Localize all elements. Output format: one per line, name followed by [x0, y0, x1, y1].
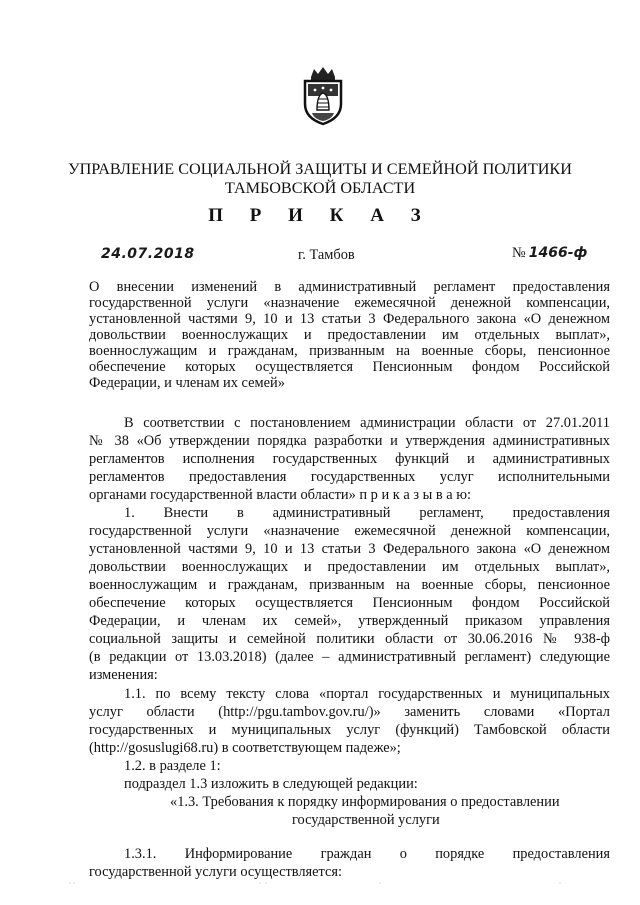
body-line: (в редакции от 13.03.2018) (далее – административный регламент) следующие	[89, 649, 610, 665]
body-line: социальной защиты и семейной политики области от 30.06.2016 № 938-ф	[89, 631, 610, 647]
body-line: государственной услуги	[292, 812, 440, 828]
body-line: «1.3. Требования к порядку информирования о предоставлении	[170, 794, 560, 810]
number-sign: №	[512, 245, 526, 261]
body-line: услуг области (http://pgu.tambov.gov.ru/)» заменить словами «Портал	[89, 704, 610, 720]
body-line: Федерации, и членам их семей», утвержденный приказом управления	[89, 613, 610, 629]
document-title: П Р И К А З	[208, 205, 432, 226]
body-line: государственной услуги осуществляется:	[89, 864, 343, 880]
body-line: В соответствии с постановлением администрации области от 27.01.2011	[124, 415, 610, 431]
body-line: 1.3.1. Информирование граждан о порядке предоставления	[124, 846, 610, 862]
body-line: государственных и муниципальных услуг (функций) Тамбовской области	[89, 722, 610, 738]
body-line: органами государственной власти области» п р и к а з ы в а ю:	[89, 487, 472, 503]
body-line: регламентов исполнения государственных функций и административных	[89, 451, 610, 467]
subject-line: О внесении изменений в административный регламент предоставления	[89, 279, 610, 295]
subject-line: государственной услуги «назначение ежемесячной денежной компенсации,	[89, 295, 610, 311]
scan-artifact-marks	[60, 880, 580, 886]
handwritten-date: 24.07.2018	[101, 246, 195, 262]
body-line: 1.2. в разделе 1:	[124, 758, 221, 774]
coat-of-arms-emblem	[299, 66, 347, 126]
body-line: 1.1. по всему тексту слова «портал государственных и муниципальных	[124, 686, 610, 702]
organization-name-line2: ТАМБОВСКОЙ ОБЛАСТИ	[224, 179, 416, 197]
subject-line: обеспечение которых осуществляется Пенсионным фондом Российской	[89, 359, 610, 375]
body-line: регламентов предоставления государственных услуг исполнительными	[89, 469, 610, 485]
subject-line: военнослужащим и гражданам, призванным на военные сборы, пенсионное	[89, 343, 610, 359]
body-line: № 38 «Об утверждении порядка разработки и утверждения административных	[89, 433, 610, 449]
body-line: 1. Внести в административный регламент, предоставления	[124, 505, 610, 521]
body-line: государственной услуги «назначение ежемесячной денежной компенсации,	[89, 523, 610, 539]
body-line: (http://gosuslugi68.ru) в соответствующем падеже»;	[89, 740, 401, 756]
body-line: обеспечение которых осуществляется Пенсионным фондом Российской	[89, 595, 610, 611]
subject-line: Федерации, и членам их семей»	[89, 375, 285, 391]
body-line: изменения:	[89, 667, 158, 683]
body-line: подраздел 1.3 изложить в следующей редакции:	[124, 776, 418, 792]
body-line: установленной частями 9, 10 и 13 статьи 3 Федерального закона «О денежном	[89, 541, 610, 557]
city-name: г. Тамбов	[298, 247, 355, 263]
subject-line: довольствии военнослужащих и предоставлении им отдельных выплат»,	[89, 327, 610, 343]
organization-name-line1: УПРАВЛЕНИЕ СОЦИАЛЬНОЙ ЗАЩИТЫ И СЕМЕЙНОЙ ПОЛИТИКИ	[68, 160, 572, 178]
body-line: довольствии военнослужащих и предоставлении им отдельных выплат»,	[89, 559, 610, 575]
subject-line: установленной частями 9, 10 и 13 статьи 3 Федерального закона «О денежном	[89, 311, 610, 327]
order-number	[512, 245, 587, 262]
handwritten-number: 1466-ф	[528, 245, 588, 261]
body-line: военнослужащим и гражданам, призванным на военные сборы, пенсионное	[89, 577, 610, 593]
